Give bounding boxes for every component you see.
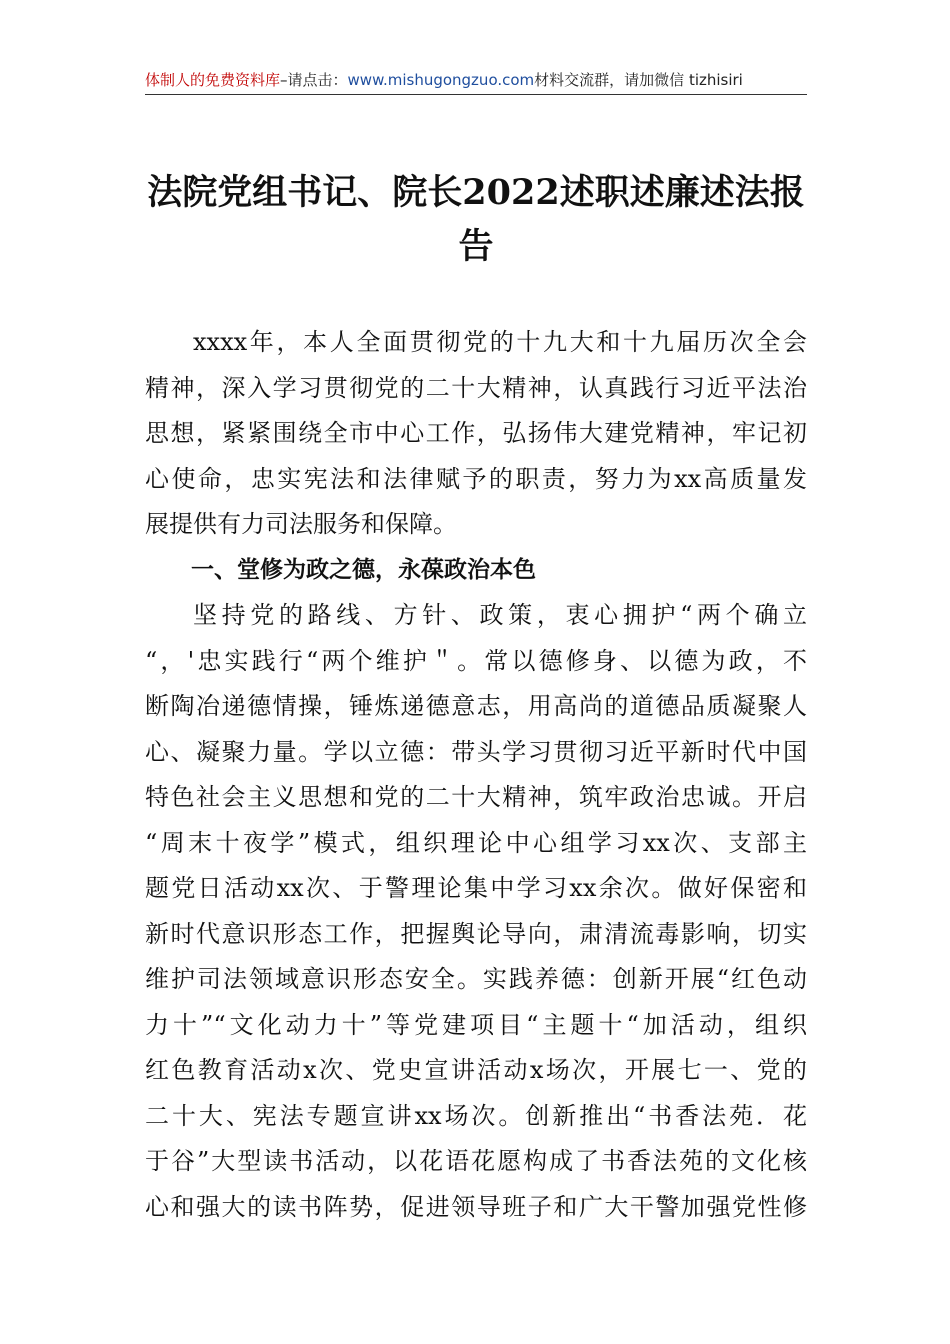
section-1-line: 心和强大的读书阵势，促进领导班子和广大干警加强党性修 bbox=[145, 1192, 807, 1221]
section-1-line: 坚持党的路线、方针、政策，衷心拥护“两个确立 bbox=[193, 601, 807, 629]
header-prompt: –请点击： bbox=[280, 71, 348, 89]
section-1-line: “，'忠实践行“两个维护＂。常以德修身、以德为政，不 bbox=[145, 646, 807, 675]
section-1-line: 于谷”大型读书活动，以花语花愿构成了书香法苑的文化核 bbox=[145, 1147, 807, 1175]
section-1-line: “周末十夜学”模式，组织理论中心组学习xx次、支部主 bbox=[145, 828, 807, 857]
document-title bbox=[145, 166, 807, 274]
intro-line: 展提供有力司法服务和保障。 bbox=[145, 510, 457, 538]
intro-line: xxxx年，本人全面贯彻党的十九大和十九届历次全会 bbox=[193, 328, 807, 356]
header-site-name: 体制人的免费资料库 bbox=[145, 71, 281, 89]
intro-line: 思想，紧紧围绕全市中心工作，弘扬伟大建党精神，牢记初 bbox=[145, 419, 807, 447]
header-contact: 材料交流群，请加微信 tizhisiri bbox=[534, 71, 743, 89]
section-1-line: 红色教育活动x次、党史宣讲活动x场次，开展七一、党的 bbox=[145, 1056, 807, 1084]
section-1-line: 断陶冶递德情操，锤炼递德意志，用高尚的道德品质凝聚人 bbox=[145, 692, 807, 720]
section-1-line: 二十大、宪法专题宣讲xx场次。创新推出“书香法苑．花 bbox=[145, 1101, 807, 1130]
intro-line: 精神，深入学习贯彻党的二十大精神，认真践行习近平法治 bbox=[145, 373, 807, 402]
section-1-heading: 一、堂修为政之德，永葆政治本色 bbox=[191, 556, 536, 583]
document-body bbox=[145, 320, 807, 1230]
section-1-line: 心、凝聚力量。学以立德：带头学习贯彻习近平新时代中国 bbox=[145, 737, 807, 766]
title-line-2: 告 bbox=[458, 226, 494, 267]
page-header bbox=[145, 68, 807, 95]
intro-line: 心使命，忠实宪法和法律赋予的职责，努力为xx高质量发 bbox=[145, 464, 807, 493]
section-1-line: 特色社会主义思想和党的二十大精神，筑牢政治忠诚。开启 bbox=[145, 783, 807, 811]
intro-paragraph bbox=[145, 320, 807, 548]
section-1-paragraph bbox=[145, 593, 807, 1230]
title-line-1: 法院党组书记、院长2022述职述廉述法报 bbox=[147, 172, 805, 213]
section-1-line: 力十”“文化动力十”等党建项目“主题十“加活动，组织 bbox=[145, 1010, 807, 1039]
section-1-line: 维护司法领域意识形态安全。实践养德：创新开展“红色动 bbox=[145, 965, 807, 993]
section-1-line: 新时代意识形态工作，把握舆论导向，肃清流毒影响，切实 bbox=[145, 919, 807, 948]
header-url-link[interactable]: www.mishugongzuo.com bbox=[347, 71, 535, 89]
section-1-line: 题党日活动xx次、于警理论集中学习xx余次。做好保密和 bbox=[145, 874, 807, 902]
